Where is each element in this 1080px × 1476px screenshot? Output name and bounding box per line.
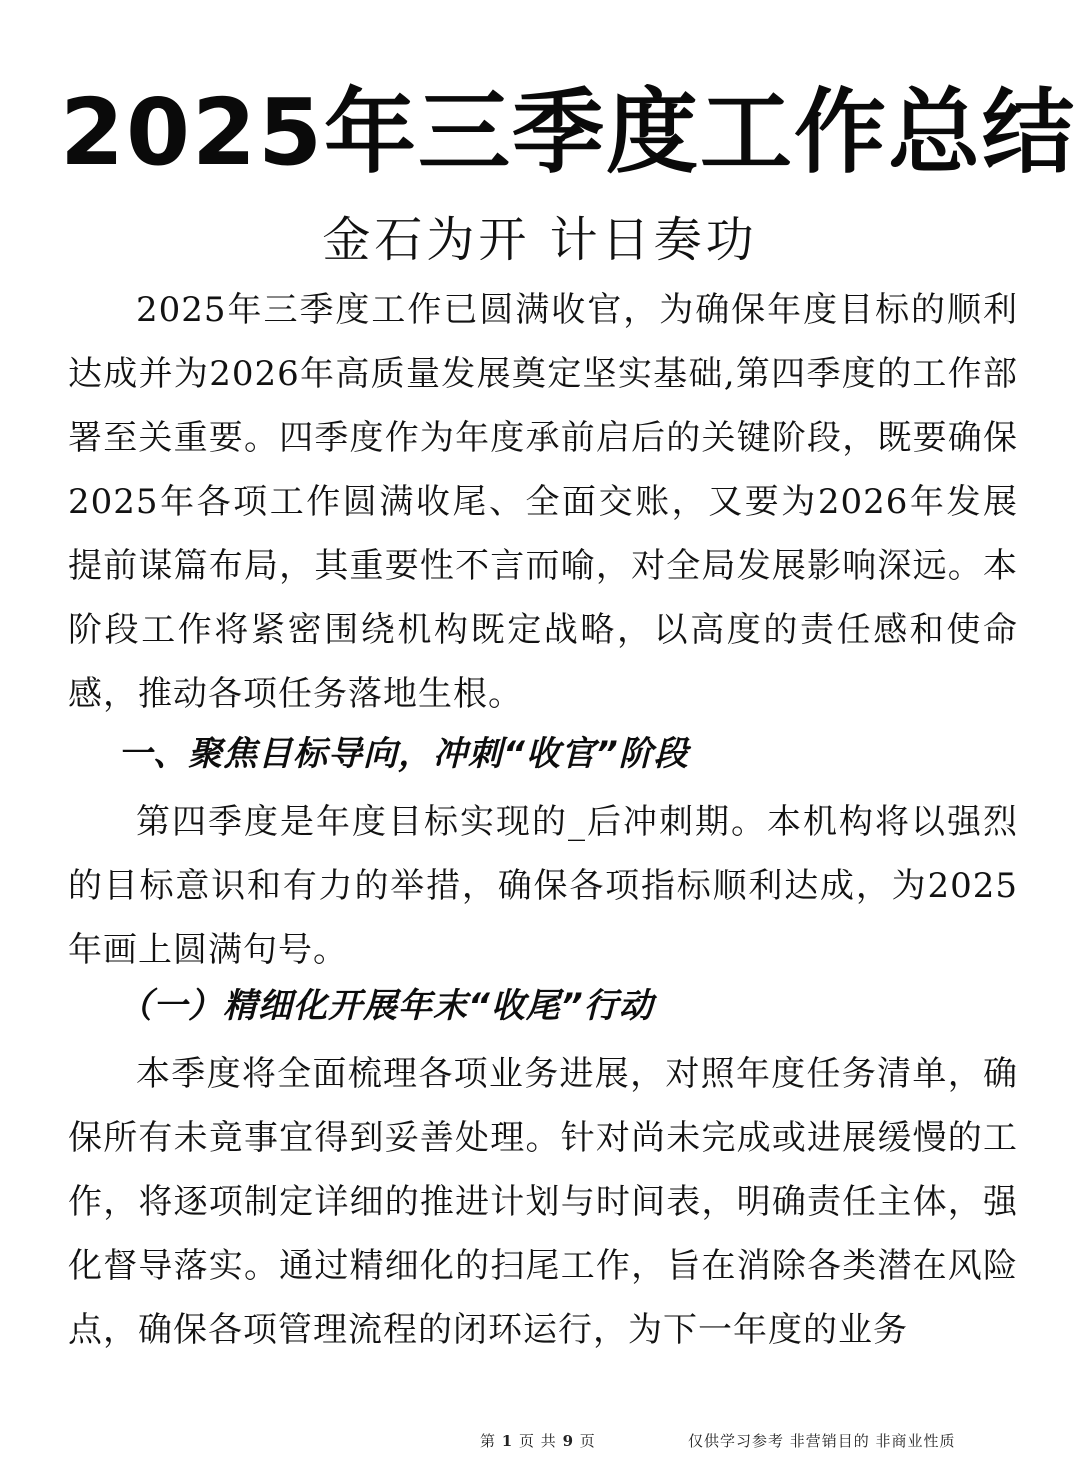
subsection-1-paragraph: 本季度将全面梳理各项业务进展，对照年度任务清单，确保所有未竟事宜得到妥善处理。针对尚未完成或进展缓慢的工作，将逐项制定详细的推进计划与时间表，明确责任主体，强化督导落实。通过精细化的扫尾工作，旨在消除各类潜在风险点，确保各项管理流程的闭环运行，为下一年度的业务 [68,1054,1018,1350]
page-number [480,1428,596,1454]
section-1-paragraph: 第四季度是年度目标实现的_后冲刺期。本机构将以强烈的目标意识和有力的举措，确保各项指标顺利达成，为2025年画上圆满句号。 [68,802,1018,970]
page-suffix: 页 [579,1432,596,1450]
subsection-heading-1: （一）精细化开展年末“收尾”行动 [118,986,654,1026]
footer-disclaimer: 仅供学习参考 非营销目的 非商业性质 [688,1432,956,1450]
total-pages-number: 9 [562,1432,575,1450]
page-middle: 页 共 [519,1432,557,1450]
section-heading-1: 一、聚焦目标导向，冲刺“收官”阶段 [118,734,689,774]
intro-paragraph: 2025年三季度工作已圆满收官，为确保年度目标的顺利达成并为2026年高质量发展奠定坚实基础,第四季度的工作部署至关重要。四季度作为年度承前启后的关键阶段，既要确保2025年各项工作圆满收尾、全面交账，又要为2026年发展提前谋篇布局，其重要性不言而喻，对全局发展影响深远。本阶段工作将紧密围绕机构既定战略，以高度的责任感和使命感，推动各项任务落地生根。 [68,290,1018,714]
page-prefix: 第 [480,1432,497,1450]
page-title: 2025年三季度工作总结 [60,79,1077,186]
page-subtitle: 金石为开 计日奏功 [322,212,758,268]
current-page-number: 1 [501,1432,514,1450]
